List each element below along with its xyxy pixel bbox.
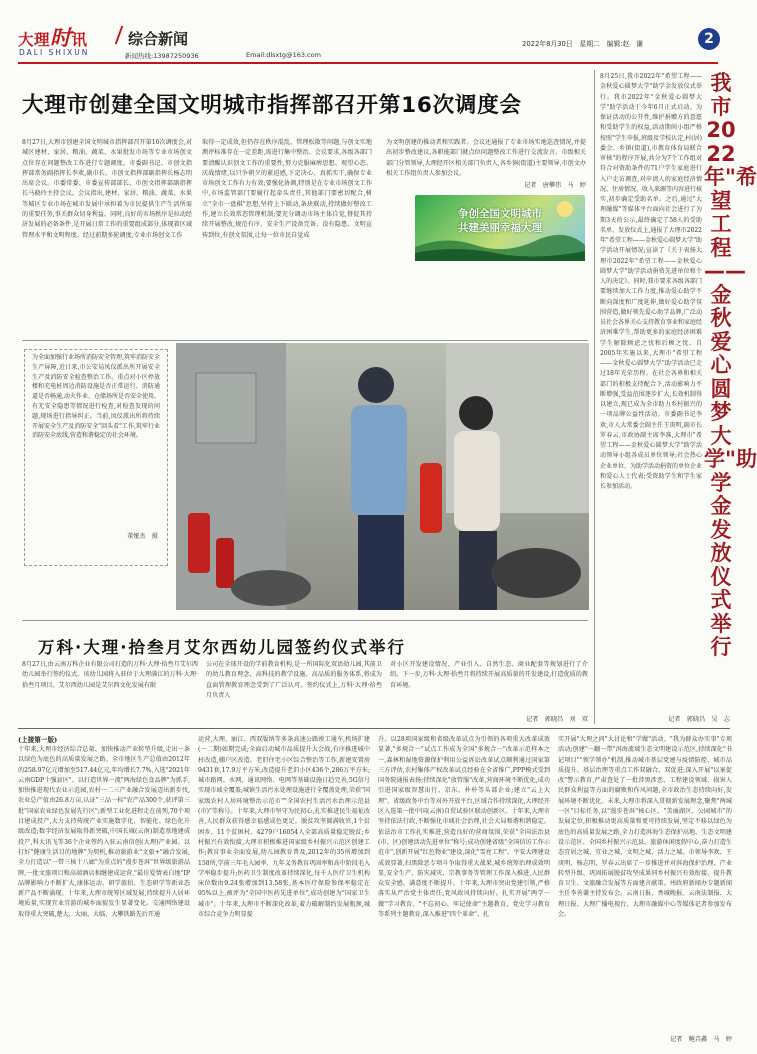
article4-col3: 升。以28项国家级和省级改革试点为引领的各项重大改革成效显著,"多规合一"试点工作成为全国"多规合一"改革示范样本之一,森林和湿地资源保护利用公益诉讼改革试点顺利通过国家第三方评估,农村集体产权改革试点经验在全省推广,PPP模式受到国务院通报表扬;持续深化"放管服"改革,营商环境不断优化,成功引进国家级智慧出行、京东、朴朴等头部企业;建立"云上大理"、省级政务中台等对外开放平台,区域合作持续深化,大理经开区入选第一批中国(云南)自贸试验区联动创新区。十年来,大理市坚持依法行政,不断强化市域社会治理,社会大局和谐和谐稳定。依法治市工作扎实推进,营造良好的营商氛围,荣获"全国法治县(市、区)创建活动先进单位"称号;成功创建省级"全国信访工作示范市",创新开展"红色物业"建设,深化"雪亮工程"、平安大理建设成效显著,扫黑除恶专项斗争取得重大战果,城乡统筹治理成效明显,安全生产、防灾减灾、宗教事务等管理工作深入推进,人民群众安全感、满意度不断提升。十年来,大理市突出党建引领,严格落实从严治党主体责任,党风政风持续向好。扎实开展"两学一做"学习教育、"不忘初心、牢记使命"主题教育、党史学习教育等系列主题教育,深入推进"四个革命"、扎 (378, 736, 550, 919)
article1-byline: 记者 唐攀伟 马 婷 (524, 182, 586, 189)
divider-bottom-section (18, 728, 730, 729)
article1-col2: 取得一定成效,但仍存在秩序混乱、管理松散等问题,与创文实地测评标准存在一定差距,需进行集中整治。会议要求,各级各部门要清醒认识创文工作的重要性,努力克服麻痹思想、观望心态、厌战情绪,以只争朝夕的紧迫感,下定决心、真抓实干,确保专业市场创文工作有力有效;要强化协调,特别是在专业市场创文工作中,市场监管部门要履行起牵头责任,其他部门要密切配合,树立"全市一盘棋"思想,坚持上下联动,条块联动,持续做好整改工作,建立长效常态管理机制;要充分调动市场主体自觉,督促其持续开展整改,规范有序、安全生产设备完备、没有隐患、文明宣传到位,有创文氛围,让每一位市民自觉成 (202, 139, 372, 239)
article3-byline: 记者 郭晓昌 吴 志 (668, 716, 730, 723)
logo-part-1: 大理 (18, 31, 51, 49)
continued-label: (上接第一版) (18, 736, 58, 744)
article4-col2: 运营,大理、丽江、西双版纳等多条高速公路竣工通车,机场扩建(一二期)如期完成;全面启动城市品质提升大会战,有序推进城中村改造,棚户区改造、老旧住宅小区综合整治等工作,新建安置房9431套,17.9万平方米,改造提升老旧小区436个,286万平方米;城市路网、水网、通讯网络、电网等基础设施日趋完善,5G信号实现市域全覆盖;城镇生活污水处理设施进行全覆盖处理,荣获"国家级农村人居环境整治示范市""全国农村生活污水治理示范县(市)"等称号。十年来,大理市坚守为民初心,扎实推进民生福祉改善,人民群众获得感幸福感成色更足。脱贫攻坚圆满收官,1个贫困乡、11个贫困村、4279户16054人全部高质量稳定脱贫;乡村振兴有效衔接,大理市积极推进国家级乡村振兴示范区创建工作;教育事业全面发展,幼儿园教育普及,2012年的35所增加到158所,学前三年毛入园率、九年义务教育巩固率和高中阶段毛入学率稳步提升;医药卫生制度改革持续深化,每千人医疗卫生机构床位数由9.24张增加到13.58张,基本医疗保险参保率稳定在95%以上,被评为"全国中医药先进单位",成功创建为"国家卫生城市"。十年来,大理市不断深化改革,着力破解制约发展瓶颈,城市综合竞争力明显提 (198, 736, 371, 919)
news-hotline: 新闻热线:13987250936 (125, 52, 199, 60)
issue-date: 2022年8月30日 星期二 编辑:赵 谦 (522, 40, 643, 48)
article1-headline: 大理市创建全国文明城市指挥部召开第16次调度会 (22, 93, 522, 118)
email-address[interactable]: Email:dlsxtg@163.com (246, 51, 321, 59)
logo-part-2: 时 (50, 26, 72, 50)
masthead-slash (115, 26, 124, 44)
section-name: 综合新闻 (128, 30, 189, 48)
masthead-rule (18, 62, 718, 64)
article2-col3: 对小区开发建设情况、产业引入、自然生态、商业配套等规划进行了介绍。下一步,万科·大理·拾叁月将持续开展高质量的开发建设,打造优质的教育环境。 (390, 661, 588, 689)
photo-caption-byline: 董娅杰 摄 (127, 533, 158, 540)
photo-caption-text: 为全面加强行业场所消防安全管理,筑牢消防安全生产屏障,近日来,市公安局凤仪派出所开展安全生产及消防安全检查整治工作。重点对小区停放楼和充电桩周边消防设施是否正常运行、消防通道是否畅通,动火作业、仓储场所是否安全使用、有无安全隐患等情况进行检查,对检查发现的问题,现场进行指导纠正。当前,凤仪派出所将持续开展安全生产及消防安全"回头看"工作,筑牢行业消防安全底线,营造和谐稳定的社会环境。 (32, 354, 160, 440)
article4-col1: 十年来,大理市经济综合总量、加快推动产业转型升级,走出一条以绿色为底色的高质量发展之路。全市地区生产总值由2012年的258.97亿元增加至517.44亿元,年均增长7.7%,入选"2021年云南GDP十强县区"。以打造世界一流"两海绿色食品牌"为抓手,加快推进现代农业示范园,农村一二三产业融合发展迈出新步伐,农业总产值由26.8万亩,认证"三品一标"农产品300个,获评第三批"国家农业绿色发展先行区";新型工业化进程走在前列,70个项目建成投产,大力支持传统产业实施数字化、智能化、绿色化升级改造;数字经济发展取得新突破,中国长城(云南)制造基地建成投产,科大讯飞等36个企业签约入驻云南信创(大理)产业园。以打好"健康生活目的地牌"为契机,推动旅游业"文旅+"融合发展,全力打造以"一带三核十八廊"为重点的"漫步苍洱"世界级旅游品牌,一批文旅项目和高端酒店相继建成运营,"最佳爱情表白地"IP品牌影响力不断扩大,康体运动、研学旅拍、生态研学等新业态新产品不断涌现。十年来,大理市统筹区域发展,持续提升人居环境质量,实现宜业宜游的城乡面貌发生显著变化。交通网络建设取得重大突破,楚大、大丽、大临、大攀铁路先后开通 (18, 746, 190, 918)
banner-title (425, 207, 575, 235)
article3-text: 8月25日,我市2022年"希望工程——金秋爱心圆梦大学"助学金发放仪式举行。我市2022年"金秋爱心圆梦大学"助学活动于今年6月正式启动。为保证活动的公开性,维护捐赠方的意愿和受助学生的权益,活动期间小组严格按照"学生申报,班级及学校认定,村(居)委会、乡镇(街道),市教育体育局联合审核"的程序开展,共分为7个工作组对符合对资助条件的71户学生家庭进行入户走访调查,对申请人的家庭经济情况、住房情况、收入来源等内容进行核实,初步确定受助名单。之后,通过"大理融媒"等媒体平台面向社会进行了为期3天的公示,最终确定了58人的受助名单。发放仪式上,通报了大理市2022年"希望工程——金秋爱心圆梦大学"助学活动开展情况;宣读了《关于表扬大理市2022年"希望工程——金秋爱心圆梦大学"助学活动捐资先进单位和个人的决定》。同时,我市要求各级各部门要继续加大工作力度,推动爱心助学不断向深度和广度延伸,做好爱心助学氛围营造,做好领先爱心助学品牌,广泛动员社会各界关心支持教育事业和家庭经济困难学生,帮助更多的家庭经济困难学生解除顾虑之忧和后顾之忧。自2005年实施以来,大理市"希望工程——金秋爱心圆梦大学"助学活动已走过18年光荣历程。在社会各界和相关部门的积极支持配合下,活动影响力不断增强,受益范围逐步扩大,长效机制得以建立,现已成为全市助力乡村振兴的一项品牌公益性活动。市委副书记李欢,市人大常委会副主任王庚明,副市长罗春云,市政协副主席李准,大理市"希望工程——金秋爱心圆梦大学"助学活动领导小组各成员单位领导;社会热心企业单位、为助学活动捐资的单位企业和爱心人士代表;受资助学生和学生家长参加活动。 (600, 73, 703, 490)
article3-vertical-headline: 我市2022年"希望工程——金秋爱心圆梦大学"助学金发放仪式举行 (704, 71, 757, 659)
article4-byline: 记者 鲍垚鑫 马 婷 (670, 1036, 732, 1043)
logo-part-3: 讯 (71, 31, 88, 49)
banner-line-2: 共建美丽幸福大理 (458, 222, 542, 234)
divider-after-article1 (22, 340, 588, 341)
divider-before-article2 (22, 620, 588, 621)
article2-col1: 8月27日,由云南万科企业有限公司打造的万科·大理·拾叁月艾尔西幼儿园举行签约仪式。该幼儿园将入驻位于大理满江的万科·大理·拾叁月项目。艾尔西幼儿园是艾尔西文化发展有限 (22, 661, 198, 689)
banner-line-1: 争创全国文明城市 (458, 208, 542, 220)
divider-right-column (594, 70, 595, 724)
article1-col1: 8月27日,大理市创建全国文明城市指挥部召开第16次调度会,对城区建材、家居、粮油、蔬菜、水果批发市场等专业市场创文点位存在问题整改工作进行专题调度。市委副书记、市创文指挥部常务副指挥长李欢,副市长、市创文指挥部副指挥长杨志明出席会议。市委常委、市委宣传部部长、市创文指挥部副指挥长马晓玲主持会议。会议指出,建材、家居、粮油、蔬菜、水果等城区专业市场在城市发展中承担着为市民提供生产生活所需的重要任务,事关群众切身利益。同时,良好的市场秩序是拉动经济发展的必备条件,是开展日常工作的重要组成部分,体现着区域管理水平和文明程度。经过前期多轮调度,专业市场创文工作 (22, 139, 192, 239)
article1-col3: 为文明创建的推动者和实践者。会议还通报了专业市场实地巡查情况,并提出初步整改建议,各职能部门就点位问题整改工作进行交流发言。市级相关部门分管领导,大理经开区相关部门负责人,各乡镇(街道)主要领导,市创文办相关工作组负责人参加会议。 (386, 139, 586, 177)
masthead-pinyin: DALI SHIXUN (19, 48, 90, 57)
article2-byline: 记者 郭晓昌 刘 双 (526, 716, 588, 723)
article4-col4: 实开展"大理之问"大讨论和"学做"活动、"我为群众办实事"专项活动;创建"一翻一带"洱海流域生态文明建设示范区,持续深化"书记项目""领学领办"机制,推动城市基层党建与疫情防控、城市品质提升、基层治理等重点工作双融合、双促进;深入开展"以案促改"警示教育,严肃查处了一批涉黑涉恶、工程建设领域、损害人民群众利益等方面的腐败和作风问题,全市政治生态持续向好,发展环境不断优化。未来,大理市将深入贯彻新发展理念,聚焦"两城一区"目标任务,以"漫步苍洱"核心区、"美丽湖区、公园城市"的发展定位,积极推动更高质量和更可持续发展,坚定不移以绿色为底色的高质量发展之路,全力打造洱海生态保护高地、生态文明建设示范区、全国乡村振兴示范县、旅游休闲度假中心,奋力打造生态宜居之城、宜业之城、文明之城、活力之城。市领导李欢、王庚明、杨志明、罗春云出席了一步推进并对洱海保护治理、产业转型升级、巩固拓展脱贫攻坚成果同乡村振兴有效衔接、提升教育卫生、文旅融合发展等方面建言献策。州政府新闻办专题新闻主任李善谦主持发布会。云南日报、香城晚报、云南法制报、大理日报、大理广播电视台、大理市融媒中心等媒体记者参加发布会。 (558, 736, 732, 919)
fire-safety-inspection-photo (176, 343, 589, 610)
article2-headline: 万科·大理·拾叁月艾尔西幼儿园签约仪式举行 (38, 638, 407, 657)
photo-illustration (176, 343, 589, 610)
page-number-badge: 2 (698, 28, 720, 50)
article2-col2: 公司在全球开设的学前教育机构,是一所国际化双语幼儿园,其前卫的幼儿教育理念、高科技的教学设施、高品质的服务体系,将成为直面管理教育理念受到了广泛认可。签约仪式上,万科·大理·拾叁月负责人 (206, 661, 382, 699)
